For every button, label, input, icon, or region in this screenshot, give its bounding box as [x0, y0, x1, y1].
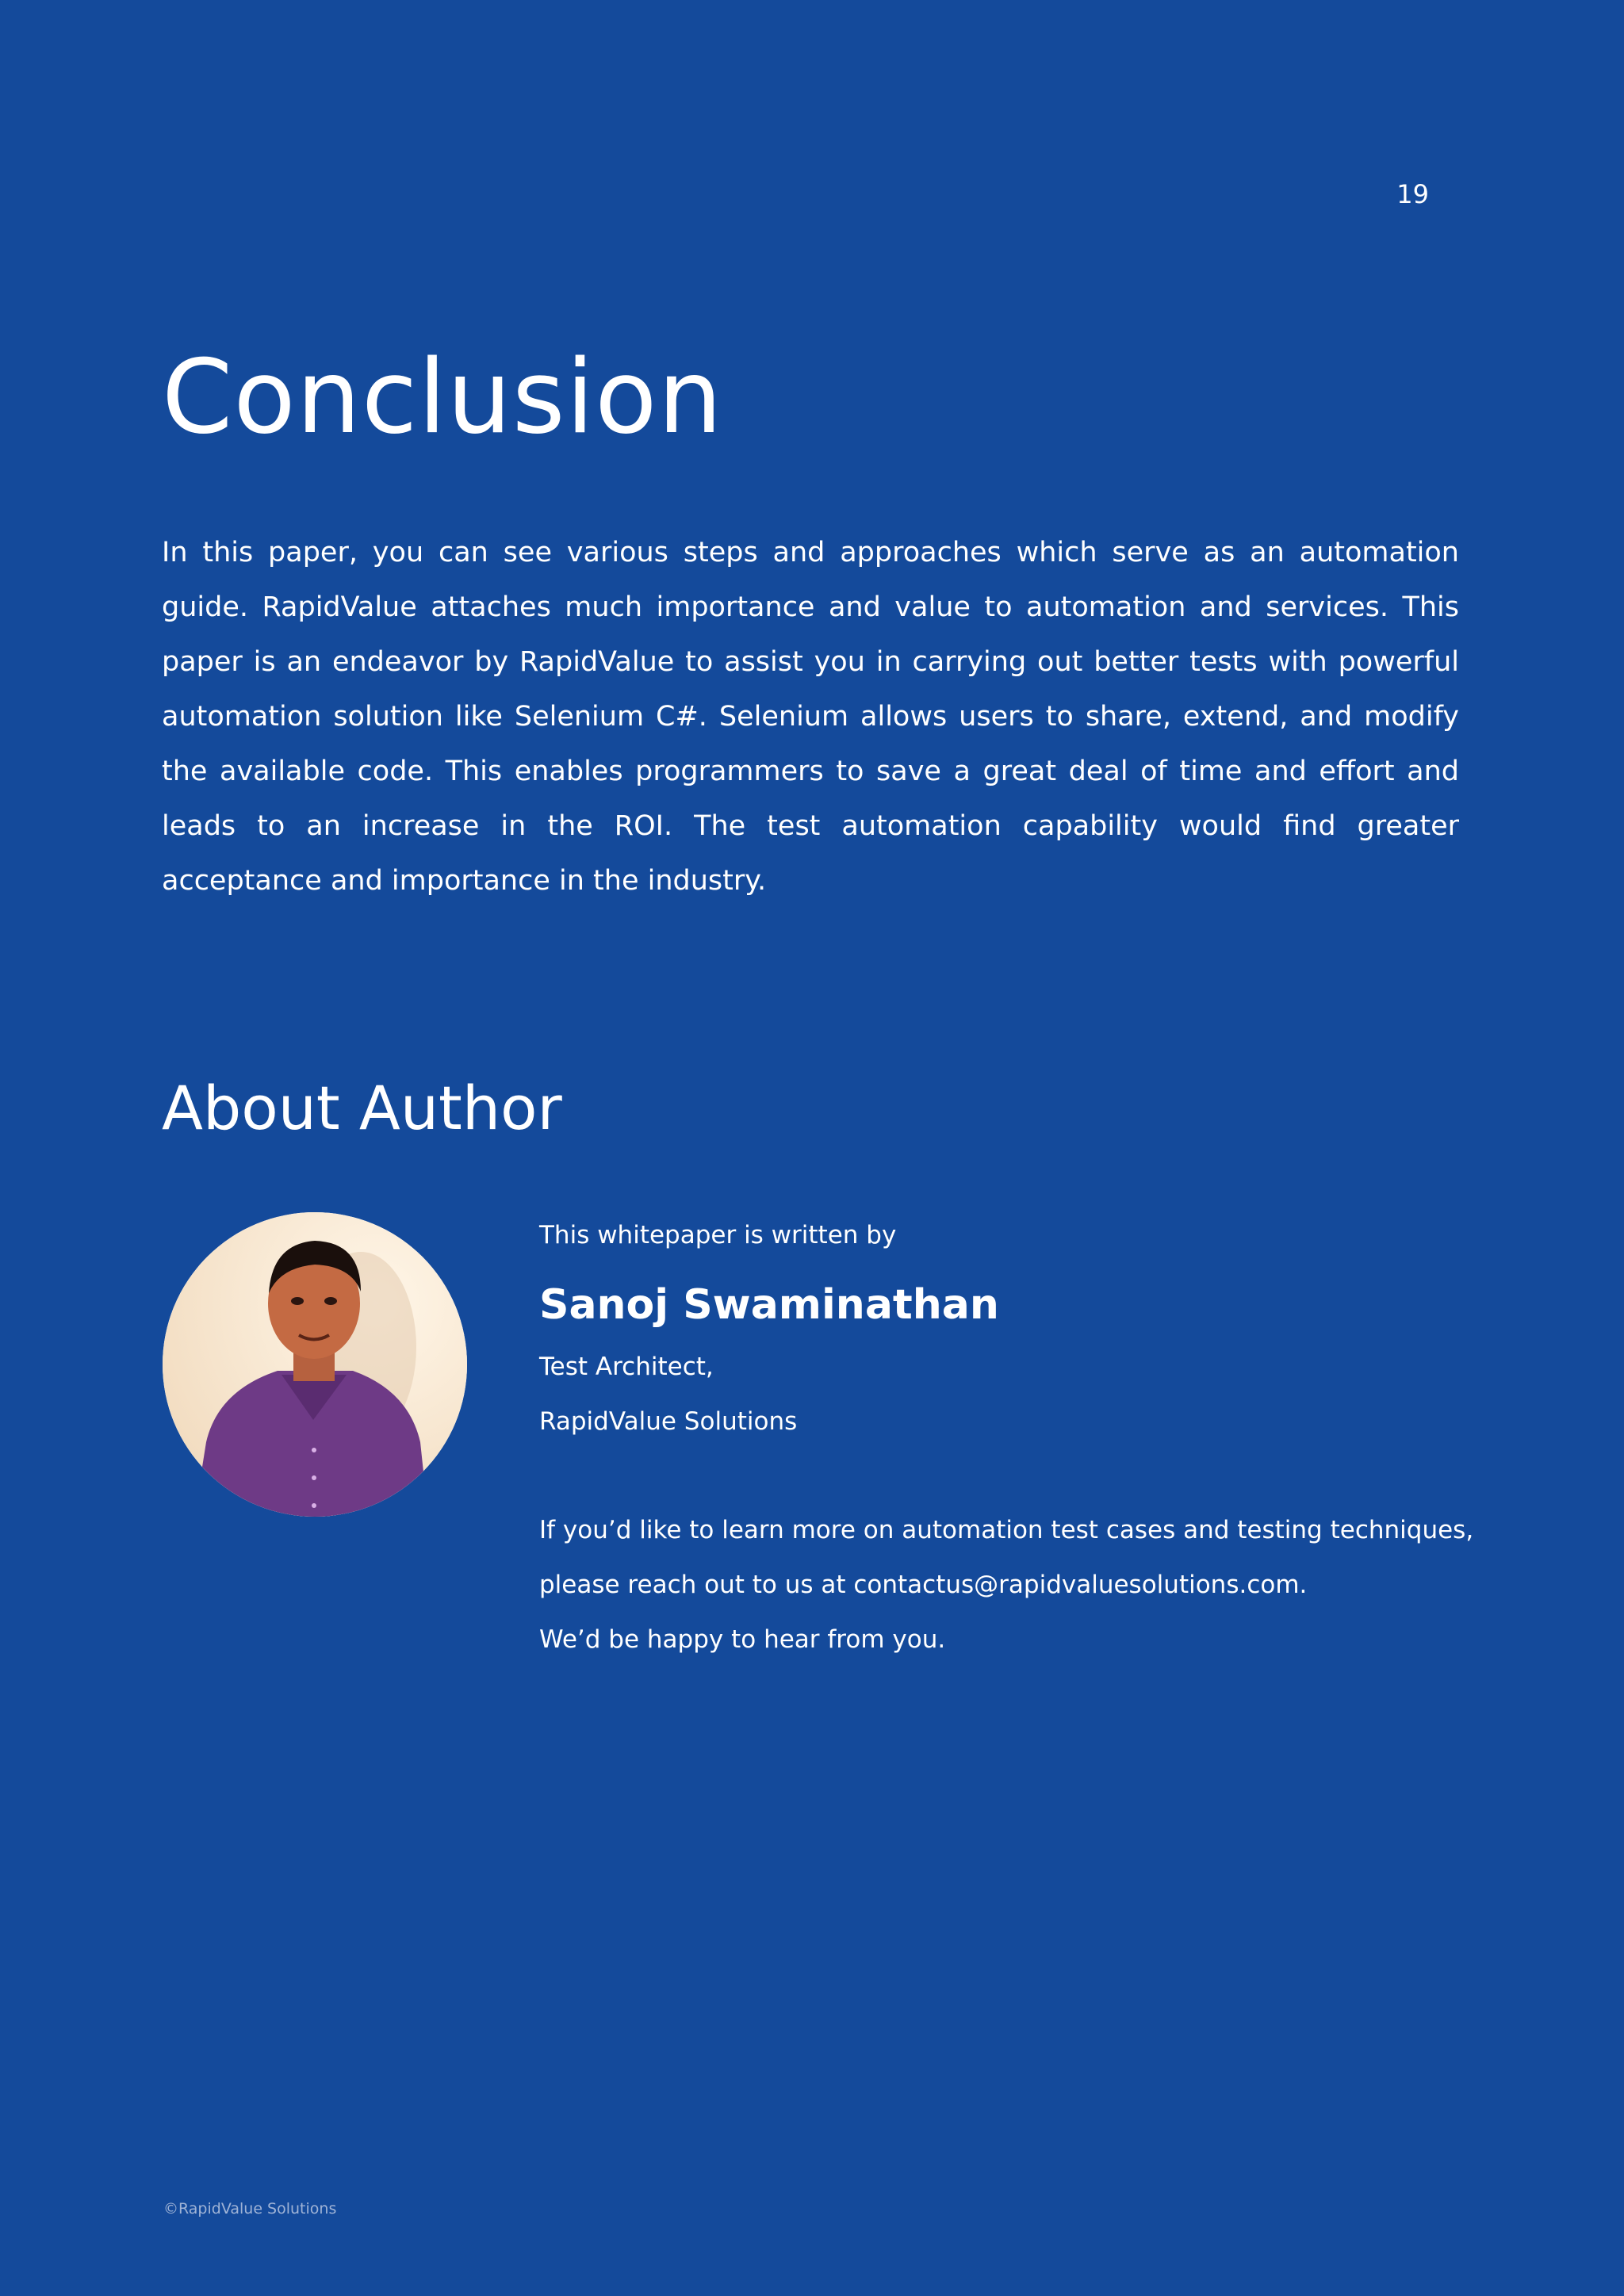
- conclusion-body: In this paper, you can see various steps and approaches which serve as an automation guide. RapidValue attaches much importance and value to automation and services. This paper is an endeavor by RapidValue to assist you in carrying out better tests with powerful automation solution like Selenium C#. Selenium allows users to share, extend, and modify the available code. This enables programmers to save a great deal of time and effort and leads to an increase in the ROI. The test automation capability would find greater acceptance and importance in the industry.: [162, 537, 1459, 897]
- footer-copyright: ©RapidValue Solutions: [163, 2200, 337, 2218]
- contact-text-line-3: We’d be happy to hear from you.: [539, 1625, 946, 1654]
- page-number: 19: [1396, 179, 1429, 209]
- conclusion-title: Conclusion: [162, 339, 723, 457]
- about-author-heading: About Author: [162, 1073, 562, 1143]
- author-intro: This whitepaper is written by: [539, 1221, 897, 1249]
- author-name: Sanoj Swaminathan: [539, 1281, 999, 1329]
- author-company: RapidValue Solutions: [539, 1407, 798, 1436]
- author-photo-illustration: [163, 1212, 467, 1517]
- author-photo: [163, 1212, 467, 1517]
- contact-text-line-1: If you’d like to learn more on automation test cases and testing techniques,: [539, 1516, 1474, 1544]
- author-role: Test Architect,: [539, 1353, 714, 1381]
- contact-text-line-2: please reach out to us at contactus@rapidvaluesolutions.com.: [539, 1571, 1308, 1599]
